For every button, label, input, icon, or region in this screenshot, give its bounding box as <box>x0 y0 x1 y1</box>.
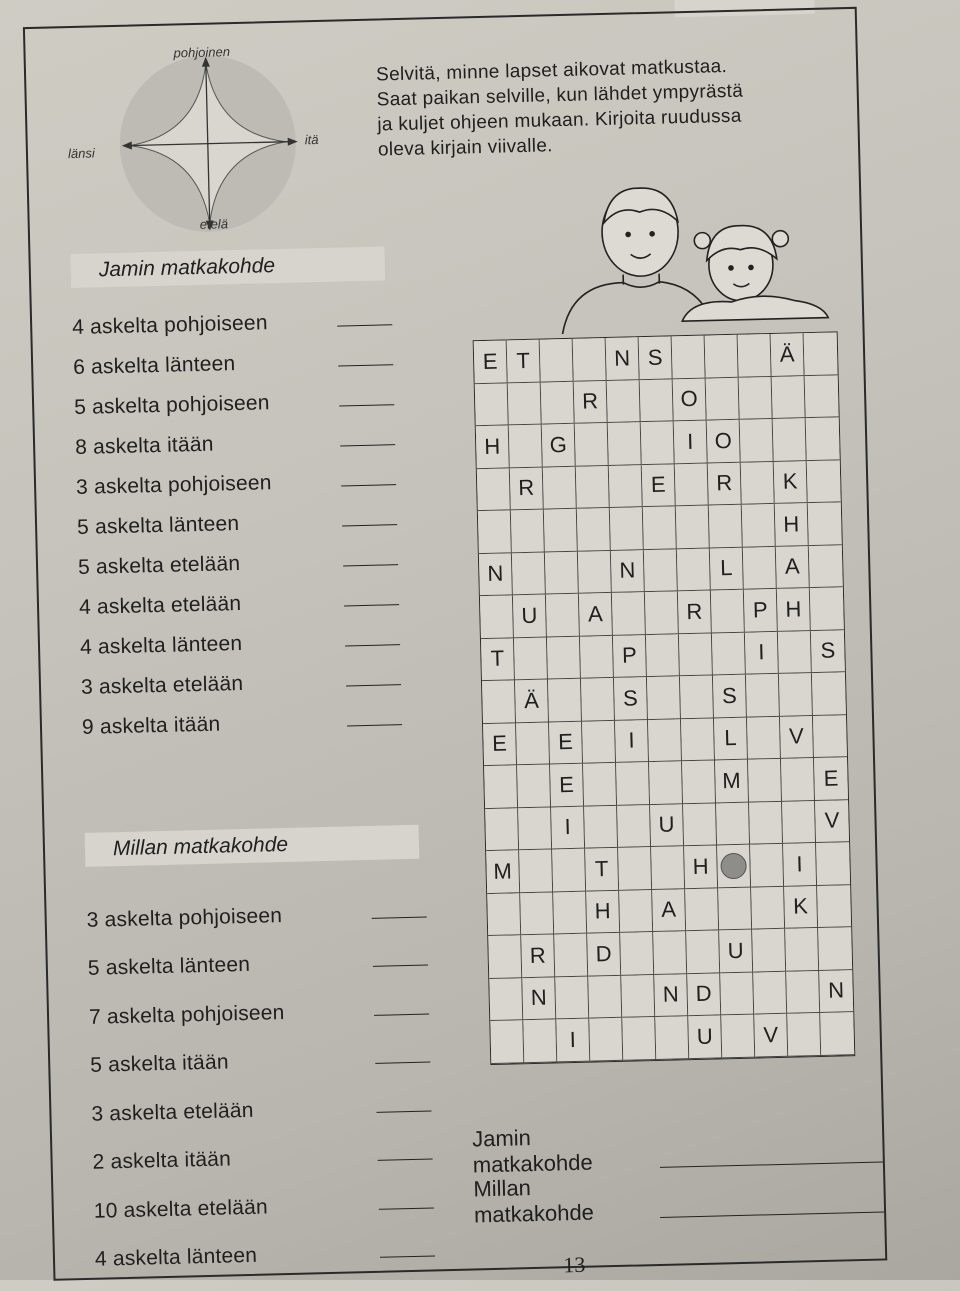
answer-line[interactable] <box>374 1013 429 1015</box>
grid-cell <box>809 545 843 588</box>
grid-cell <box>717 845 751 888</box>
grid-cell <box>583 763 617 806</box>
answer-line[interactable] <box>337 324 392 326</box>
instruction-line: Saat paikan selville, kun lähdet ympyrästä <box>376 80 744 111</box>
grid-cell: G <box>542 424 576 467</box>
grid-cell <box>675 463 709 506</box>
letter-grid <box>473 331 856 1064</box>
grid-cell <box>682 760 716 803</box>
grid-cell <box>813 715 847 758</box>
step-text: 3 askelta pohjoiseen <box>86 903 283 932</box>
grid-cell: Ä <box>515 680 549 723</box>
grid-cell: O <box>707 420 741 463</box>
children-illustration <box>529 178 833 335</box>
grid-cell: S <box>713 675 747 718</box>
grid-cell: N <box>479 553 513 596</box>
milla-answer-line[interactable] <box>660 1211 884 1217</box>
grid-cell: I <box>745 631 779 674</box>
answer-line[interactable] <box>341 484 396 486</box>
grid-cell: T <box>585 848 619 891</box>
step-text: 8 askelta itään <box>74 432 214 460</box>
grid-cell: R <box>510 467 544 510</box>
compass-south-label: etelä <box>199 216 229 232</box>
grid-cell <box>804 332 838 375</box>
page-frame <box>23 7 887 1281</box>
grid-cell: H <box>476 425 510 468</box>
grid-cell <box>752 929 786 972</box>
grid-cell <box>706 377 740 420</box>
grid-cell <box>743 546 777 589</box>
grid-cell <box>541 381 575 424</box>
grid-cell <box>589 1018 623 1061</box>
grid-cell <box>676 506 710 549</box>
grid-cell: K <box>774 461 808 504</box>
answer-line[interactable] <box>380 1255 435 1257</box>
grid-cell <box>772 376 806 419</box>
grid-cell <box>640 379 674 422</box>
grid-cell <box>679 633 713 676</box>
grid-cell: I <box>674 421 708 464</box>
grid-cell <box>748 759 782 802</box>
grid-cell <box>741 461 775 504</box>
step-item <box>94 1215 435 1272</box>
compass-east-label: itä <box>304 131 319 148</box>
milla-result-label: Millan matkakohde <box>473 1175 595 1228</box>
grid-cell <box>686 930 720 973</box>
grid-cell: E <box>814 757 848 800</box>
grid-cell <box>820 1012 854 1055</box>
answer-line[interactable] <box>375 1062 430 1064</box>
step-text: 3 askelta etelään <box>91 1098 254 1126</box>
grid-cell: H <box>684 845 718 888</box>
grid-cell: K <box>784 886 818 929</box>
start-circle-icon <box>720 852 747 879</box>
grid-cell <box>575 423 609 466</box>
grid-cell <box>749 801 783 844</box>
step-text: 9 askelta itään <box>81 712 221 739</box>
grid-cell <box>716 802 750 845</box>
grid-cell <box>508 382 542 425</box>
answer-line[interactable] <box>342 524 397 526</box>
grid-cell <box>740 419 774 462</box>
grid-cell <box>478 510 512 553</box>
instructions <box>376 51 848 162</box>
grid-cell <box>709 505 743 548</box>
grid-cell <box>489 978 523 1021</box>
grid-cell: D <box>587 933 621 976</box>
grid-cell: N <box>522 977 556 1020</box>
milla-result <box>473 1166 884 1228</box>
grid-cell <box>512 552 546 595</box>
step-text: 7 askelta pohjoiseen <box>88 1000 285 1029</box>
jami-section-title: Jamin matkakohde <box>70 246 385 288</box>
answer-line[interactable] <box>344 604 399 606</box>
grid-cell <box>588 975 622 1018</box>
grid-cell <box>649 761 683 804</box>
grid-cell <box>806 417 840 460</box>
instruction-line: oleva kirjain viivalle. <box>377 135 554 161</box>
grid-cell: N <box>819 970 853 1013</box>
grid-cell <box>785 928 819 971</box>
grid-cell <box>644 549 678 592</box>
instruction-line: ja kuljet ohjeen mukaan. Kirjoita ruudussa <box>377 105 742 136</box>
jami-result-label: Jamin matkakohde <box>471 1125 593 1178</box>
grid-cell <box>543 466 577 509</box>
grid-cell <box>580 635 614 678</box>
grid-cell <box>546 594 580 637</box>
milla-section-title: Millan matkakohde <box>85 825 420 867</box>
grid-cell: E <box>483 723 517 766</box>
grid-cell <box>520 892 554 935</box>
answer-line[interactable] <box>379 1207 434 1209</box>
grid-cell <box>544 509 578 552</box>
grid-cell <box>680 675 714 718</box>
grid-cell <box>487 893 521 936</box>
grid-cell: R <box>678 591 712 634</box>
step-text: 3 askelta pohjoiseen <box>75 471 272 499</box>
grid-cell <box>720 972 754 1015</box>
grid-cell <box>742 504 776 547</box>
grid-cell <box>818 927 852 970</box>
grid-cell <box>647 676 681 719</box>
grid-cell: H <box>777 588 811 631</box>
grid-cell <box>552 849 586 892</box>
grid-cell <box>607 380 641 423</box>
grid-cell: E <box>549 721 583 764</box>
grid-cell: V <box>754 1014 788 1057</box>
grid-cell <box>553 891 587 934</box>
grid-cell <box>778 631 812 674</box>
grid-cell <box>554 934 588 977</box>
step-text: 3 askelta etelään <box>80 671 244 699</box>
grid-cell <box>750 844 784 887</box>
grid-cell <box>617 805 651 848</box>
grid-cell <box>608 422 642 465</box>
grid-cell <box>477 468 511 511</box>
grid-cell: A <box>652 889 686 932</box>
grid-cell <box>518 807 552 850</box>
answer-line[interactable] <box>343 564 398 566</box>
grid-cell: U <box>650 804 684 847</box>
grid-cell <box>482 680 516 723</box>
grid-cell: D <box>687 973 721 1016</box>
grid-cell <box>807 460 841 503</box>
grid-cell <box>817 885 851 928</box>
step-item <box>92 1118 433 1175</box>
grid-cell <box>540 339 574 382</box>
grid-cell <box>751 886 785 929</box>
grid-cell: M <box>715 760 749 803</box>
grid-cell <box>712 632 746 675</box>
grid-cell <box>490 1020 524 1063</box>
grid-cell <box>683 803 717 846</box>
grid-cell <box>746 674 780 717</box>
step-text: 2 askelta itään <box>92 1147 232 1174</box>
answer-line[interactable] <box>376 1110 431 1112</box>
grid-cell: N <box>606 337 640 380</box>
step-item <box>93 1166 434 1223</box>
grid-cell <box>616 762 650 805</box>
grid-cell <box>648 719 682 762</box>
grid-cell <box>514 637 548 680</box>
grid-cell <box>805 375 839 418</box>
grid-cell <box>620 932 654 975</box>
grid-cell <box>484 765 518 808</box>
grid-cell <box>738 334 772 377</box>
grid-cell <box>651 846 685 889</box>
grid-cell <box>677 548 711 591</box>
grid-cell: I <box>783 843 817 886</box>
worksheet-page <box>7 0 960 1285</box>
grid-cell <box>610 507 644 550</box>
grid-cell <box>548 679 582 722</box>
step-text: 5 askelta länteen <box>87 952 251 980</box>
grid-cell: E <box>642 464 676 507</box>
children-icon <box>529 178 833 335</box>
grid-cell: U <box>688 1015 722 1058</box>
grid-cell: A <box>579 593 613 636</box>
grid-cell <box>475 383 509 426</box>
step-item <box>89 1021 430 1078</box>
grid-cell <box>645 591 679 634</box>
step-text: 6 askelta länteen <box>72 352 236 380</box>
grid-cell <box>655 1016 689 1059</box>
answer-line[interactable] <box>338 364 393 366</box>
grid-cell <box>681 718 715 761</box>
step-text: 4 askelta länteen <box>94 1243 258 1271</box>
grid-cell <box>511 510 545 553</box>
grid-cell <box>816 842 850 885</box>
grid-cell <box>577 508 611 551</box>
grid-cell: R <box>574 380 608 423</box>
grid-cell <box>523 1019 557 1062</box>
grid-cell <box>779 673 813 716</box>
grid-cell <box>519 849 553 892</box>
grid-cell: S <box>639 336 673 379</box>
grid-cell: M <box>486 850 520 893</box>
grid-cell <box>480 595 514 638</box>
grid-cell: T <box>507 340 541 383</box>
grid-cell <box>582 720 616 763</box>
grid-cell <box>782 801 816 844</box>
grid-cell: N <box>654 974 688 1017</box>
step-text: 5 askelta etelään <box>77 552 241 579</box>
grid-cell <box>576 465 610 508</box>
grid-cell <box>516 722 550 765</box>
step-text: 4 askelta länteen <box>79 631 243 659</box>
grid-cell: A <box>776 546 810 589</box>
step-text: 4 askelta pohjoiseen <box>71 311 268 340</box>
step-item <box>87 924 428 981</box>
grid-cell <box>808 502 842 545</box>
grid-cell <box>555 976 589 1019</box>
grid-cell <box>753 971 787 1014</box>
grid-cell <box>619 890 653 933</box>
grid-cell: N <box>611 550 645 593</box>
grid-cell <box>622 1017 656 1060</box>
grid-cell <box>618 847 652 890</box>
grid-cell: U <box>719 930 753 973</box>
step-text: 10 askelta etelään <box>93 1195 269 1223</box>
milla-steps-list <box>86 876 435 1272</box>
step-text: 4 askelta etelään <box>78 591 242 619</box>
grid-cell: I <box>551 806 585 849</box>
grid-cell <box>711 590 745 633</box>
grid-cell <box>747 716 781 759</box>
compass-rose <box>65 36 330 242</box>
grid-cell <box>781 758 815 801</box>
grid-cell <box>653 931 687 974</box>
grid-cell: E <box>550 764 584 807</box>
answer-line[interactable] <box>345 644 400 646</box>
step-text: 5 askelta länteen <box>76 512 240 539</box>
grid-cell <box>621 975 655 1018</box>
grid-cell <box>485 808 519 851</box>
grid-cell <box>612 592 646 635</box>
grid-cell: S <box>811 630 845 673</box>
grid-cell <box>545 551 579 594</box>
grid-cell: E <box>474 340 508 383</box>
grid-cell <box>584 805 618 848</box>
step-item <box>86 876 427 933</box>
answer-line[interactable] <box>346 684 401 686</box>
grid-cell <box>646 634 680 677</box>
grid-cell: R <box>708 462 742 505</box>
grid-cell <box>509 425 543 468</box>
grid-cell: V <box>815 800 849 843</box>
grid-cell: R <box>521 934 555 977</box>
grid-cell <box>578 550 612 593</box>
grid-cell <box>786 970 820 1013</box>
grid-cell <box>581 678 615 721</box>
grid-cell <box>718 887 752 930</box>
grid-cell: V <box>780 716 814 759</box>
grid-cell: S <box>614 677 648 720</box>
answer-line[interactable] <box>347 724 402 726</box>
answer-line[interactable] <box>372 916 427 918</box>
grid-cell: T <box>481 638 515 681</box>
grid-cell <box>641 421 675 464</box>
grid-cell <box>739 376 773 419</box>
step-item <box>91 1070 432 1127</box>
answer-line[interactable] <box>373 965 428 967</box>
grid-cell <box>787 1013 821 1056</box>
answer-line[interactable] <box>340 444 395 446</box>
grid-cell <box>672 336 706 379</box>
compass-north-label: pohjoinen <box>173 44 231 61</box>
grid-cell <box>643 506 677 549</box>
grid-cell <box>609 465 643 508</box>
grid-cell <box>488 935 522 978</box>
compass-west-label: länsi <box>67 145 95 162</box>
step-item <box>88 973 429 1030</box>
grid-cell <box>812 672 846 715</box>
grid-cell: Ä <box>771 333 805 376</box>
grid-cell <box>773 418 807 461</box>
grid-cell <box>721 1015 755 1058</box>
grid-cell <box>517 764 551 807</box>
grid-cell: H <box>775 503 809 546</box>
grid-cell <box>573 338 607 381</box>
instruction-line: Selvitä, minne lapset aikovat matkustaa. <box>375 55 728 86</box>
jami-steps-list <box>72 292 403 740</box>
answer-line[interactable] <box>339 404 394 406</box>
grid-cell: H <box>586 890 620 933</box>
grid-cell: I <box>615 720 649 763</box>
grid-cell <box>810 587 844 630</box>
step-text: 5 askelta itään <box>89 1050 229 1077</box>
grid-cell: L <box>710 547 744 590</box>
answer-line[interactable] <box>378 1158 433 1160</box>
grid-cell: U <box>513 595 547 638</box>
step-item <box>81 692 402 740</box>
grid-cell: L <box>714 717 748 760</box>
grid-cell: P <box>613 635 647 678</box>
grid-cell: I <box>556 1019 590 1062</box>
grid-cell: O <box>673 378 707 421</box>
grid-cell: P <box>744 589 778 632</box>
grid-cell <box>547 636 581 679</box>
grid-cell <box>685 888 719 931</box>
step-text: 5 askelta pohjoiseen <box>73 391 270 420</box>
page-number: 13 <box>562 1251 586 1278</box>
grid-cell <box>705 335 739 378</box>
compass-icon <box>65 36 330 242</box>
